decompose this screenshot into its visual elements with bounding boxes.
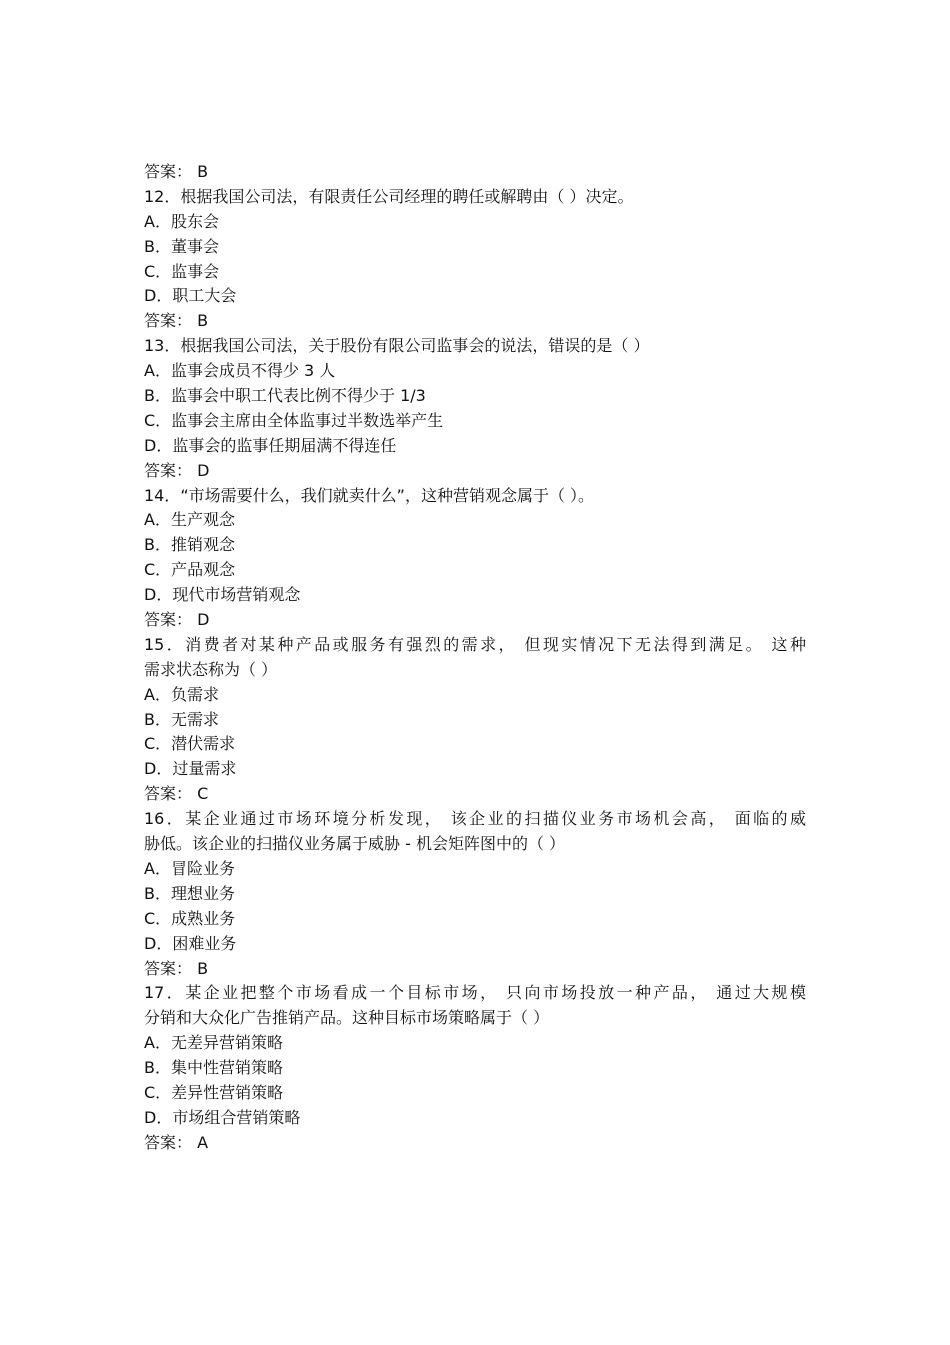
question-16-line-2: 胁低。该企业的扫描仪业务属于威胁 - 机会矩阵图中的（ ）	[144, 834, 566, 854]
option-17-a: A．无差异营销策略	[144, 1033, 283, 1053]
option-14-a: A．生产观念	[144, 510, 235, 530]
question-15-line-2: 需求状态称为（ ）	[144, 659, 278, 679]
question-17-line-1: 17．某企业把整个市场看成一个目标市场， 只向市场投放一种产品， 通过大规模	[144, 983, 806, 1003]
question-16-line-1: 16．某企业通过市场环境分析发现， 该企业的扫描仪业务市场机会高， 面临的威	[144, 809, 806, 829]
option-12-b: B．董事会	[144, 236, 219, 256]
answer-15: 答案： C	[144, 784, 209, 804]
option-16-a: A．冒险业务	[144, 858, 235, 878]
document-body	[144, 160, 806, 1156]
answer-16: 答案： B	[144, 958, 209, 978]
answer-13: 答案： D	[144, 460, 210, 480]
option-13-c: C．监事会主席由全体监事过半数选举产生	[144, 410, 444, 430]
answer-17: 答案： A	[144, 1132, 209, 1152]
option-14-d: D．现代市场营销观念	[144, 585, 301, 605]
option-16-b: B．理想业务	[144, 883, 235, 903]
question-15-line-1: 15．消费者对某种产品或服务有强烈的需求， 但现实情况下无法得到满足。 这种	[144, 634, 806, 654]
option-17-d: D．市场组合营销策略	[144, 1107, 301, 1127]
option-14-b: B．推销观念	[144, 535, 235, 555]
option-14-c: C．产品观念	[144, 560, 236, 580]
option-12-c: C．监事会	[144, 261, 220, 281]
option-13-b: B．监事会中职工代表比例不得少于 1/3	[144, 386, 426, 406]
answer-11: 答案： B	[144, 162, 209, 181]
option-15-a: A．负需求	[144, 684, 219, 704]
option-17-c: C．差异性营销策略	[144, 1082, 284, 1102]
question-13: 13．根据我国公司法，关于股份有限公司监事会的说法，错误的是（ ）	[144, 336, 650, 356]
answer-14: 答案： D	[144, 610, 210, 630]
option-15-b: B．无需求	[144, 709, 219, 729]
question-14: 14．“市场需要什么，我们就卖什么”，这种营销观念属于（ ）。	[144, 485, 595, 505]
option-13-a: A．监事会成员不得少 3 人	[144, 361, 336, 381]
option-15-c: C．潜伏需求	[144, 734, 236, 754]
option-13-d: D．监事会的监事任期届满不得连任	[144, 435, 397, 455]
option-17-b: B．集中性营销策略	[144, 1058, 283, 1078]
option-16-c: C．成熟业务	[144, 908, 236, 928]
option-16-d: D．困难业务	[144, 933, 237, 953]
question-12: 12．根据我国公司法，有限责任公司经理的聘任或解聘由（ ）决定。	[144, 186, 634, 206]
option-12-d: D．职工大会	[144, 286, 237, 306]
option-12-a: A．股东会	[144, 211, 219, 231]
question-17-line-2: 分销和大众化广告推销产品。这种目标市场策略属于（ ）	[144, 1008, 550, 1028]
option-15-d: D．过量需求	[144, 759, 237, 779]
answer-12: 答案： B	[144, 311, 209, 331]
